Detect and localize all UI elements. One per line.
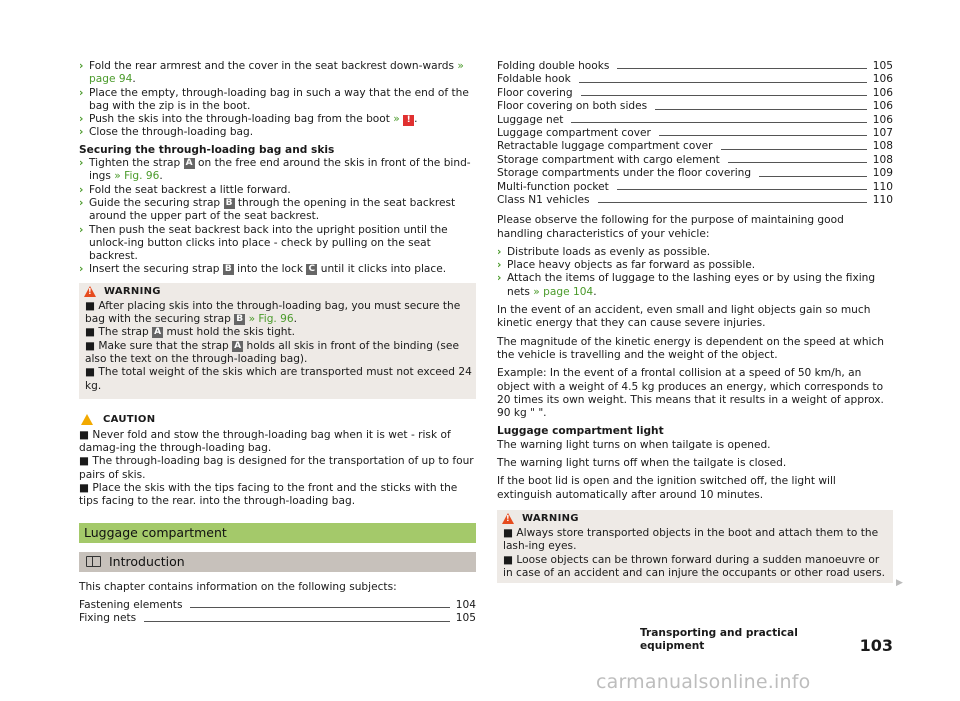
toc-entry[interactable] [79,612,476,625]
strap-a-label: A [184,158,195,169]
warning-item [82,340,473,367]
bullet-icon: ■ [85,366,96,379]
toc-title: Floor covering [497,86,573,99]
bullet-icon: ■ [79,455,90,468]
toc-entry[interactable] [497,167,893,180]
step-text: Place the empty, through-loading bag in such a way that the end of the bag with the zip is in the boot. [89,86,469,112]
toc-page: 106 [872,86,893,99]
intro-title: Introduction [109,553,185,569]
toc-leader [659,135,867,136]
toc-title: Fastening elements [79,599,183,611]
bullet-icon: ■ [85,339,96,352]
step-text: through the opening in the seat backrest around the upper part of the seat backrest. [89,196,456,223]
warning-text: The strap [98,326,153,339]
warning-item [82,326,473,339]
toc-leader [617,189,867,190]
warning-title: WARNING [104,286,161,298]
caution-item [79,455,476,482]
paragraph: If the boot lid is open and the ignition switched off, the light will extinguish automatically after around 10 minutes. [497,475,836,501]
arrow-icon: › [79,126,84,139]
caution-text: Never fold and stow the through-loading bag when it is wet - risk of damag-ing the through-loading bag. [79,428,451,455]
arrow-icon: › [79,223,84,236]
intro-header [79,552,476,572]
step-text: into the lock [233,263,307,276]
toc-leader [144,621,450,622]
caution-item [79,429,476,456]
toc-entry[interactable] [497,114,893,127]
caution-item [79,482,476,509]
warning-link[interactable]: » [393,113,404,126]
warning-triangle-icon [84,286,96,297]
arrow-icon: › [79,183,84,196]
warning-text: holds all skis in front of the binding (see also the text on the through-loading bag). [85,339,459,365]
step-tail: . [414,113,418,126]
step-text: Tighten the strap [89,157,184,170]
strap-b-label: B [223,264,234,275]
step-text: Push the skis into the through-loading bag from the boot [89,113,394,126]
toc-entry[interactable] [497,87,893,100]
page-link[interactable]: » page 104 [533,285,594,298]
strap-a-label: A [232,341,243,352]
toc-leader [579,82,867,83]
bullet-icon: ■ [79,482,90,495]
step-item [497,259,893,272]
caution-text: The through-loading bag is designed for the transportation of up to four pairs of skis. [79,455,474,481]
arrow-icon: › [497,245,502,258]
strap-b-label: B [234,314,245,325]
toc-entry[interactable] [497,127,893,140]
warning-triangle-icon [502,513,514,524]
toc-page: 105 [455,612,476,625]
toc-title: Storage compartments under the floor covering [497,167,752,180]
step-item [79,184,476,197]
warning-text: must hold the skis tight. [163,326,296,339]
toc-title: Luggage net [497,113,564,126]
paragraph: The warning light turns on when tailgate is opened. [497,438,771,451]
warning-item [82,366,473,393]
warning-text: After placing skis into the through-loading bag, you must secure the bag with the securing strap [85,299,461,326]
toc-leader [721,149,867,150]
toc-page: 105 [872,60,893,73]
toc-entry[interactable] [497,194,893,207]
warning-box [497,510,893,583]
paragraph: In the event of an accident, even small and light objects gain so much kinetic energy that they can cause severe injuries. [497,304,871,330]
left-column [79,60,476,626]
arrow-icon: › [79,86,84,99]
step-text: Insert the securing strap [89,263,223,276]
bullet-icon: ■ [503,526,514,539]
toc-page: 107 [872,127,893,140]
step-item [79,87,476,114]
arrow-icon: › [497,272,502,285]
step-item [79,263,476,276]
page-link[interactable]: » page 94 [89,60,464,86]
toc-title: Multi-function pocket [497,180,609,193]
toc-title: Floor covering on both sides [497,100,648,113]
toc-leader [728,162,867,163]
book-icon [86,556,101,567]
footer-section-title: Transporting and practical equipment [640,627,798,653]
warning-box [79,283,476,399]
step-item [79,197,476,224]
continue-arrow-icon: ▶ [896,578,903,588]
toc-entry[interactable] [497,100,893,113]
arrow-icon: › [79,60,84,72]
toc-title: Retractable luggage compartment cover [497,140,713,153]
step-text: Attach the items of luggage to the lashing eyes or by using the fixing nets [507,272,876,298]
warning-text: The total weight of the skis which are transported must not exceed 24 kg. [85,366,472,392]
step-item: › Attach the items of luggage to the lashing eyes or by using the fixing nets » page 104. [497,272,876,298]
paragraph: The magnitude of the kinetic energy is dependent on the speed at which the vehicle is travelling and the weight of the object. [497,335,885,361]
subheading: Securing the through-loading bag and skis [79,143,335,156]
toc-title: Storage compartment with cargo element [497,153,720,166]
toc-entry[interactable] [79,599,476,612]
step-item [79,60,476,87]
toc-entry[interactable] [497,140,893,153]
arrow-icon: › [79,263,84,276]
step-text: Guide the securing strap [89,196,224,209]
toc-list [79,599,476,626]
intro-text: This chapter contains information on the following subjects: [79,580,397,593]
step-item [79,224,476,264]
step-item [79,126,476,139]
step-tail: . [132,73,136,86]
toc-page: 109 [872,167,893,180]
toc-page: 110 [872,180,893,193]
caution-triangle-icon [81,414,93,425]
step-text: until it clicks into place. [317,263,447,276]
toc-title: Luggage compartment cover [497,127,651,140]
subheading: Luggage compartment light [497,425,664,438]
warning-text: Always store transported objects in the boot and attach them to the lash-ing eyes. [503,526,879,553]
toc-list [497,60,893,207]
step-text: Close the through-loading bag. [89,126,254,139]
warning-item [500,554,890,581]
warning-item [500,527,890,554]
strap-b-label: B [224,198,235,209]
toc-page: 110 [872,194,893,206]
step-text: Then push the seat backrest back into the upright position until the unlock-ing button clicks into place - check by pulling on the seat backrest. [89,223,448,263]
figure-link[interactable]: » Fig. 96 [248,313,294,326]
toc-title: Fixing nets [79,612,137,625]
warning-text: Loose objects can be thrown forward during a sudden manoeuvre or in case of an accident and can injure the occupants or other road users. [503,553,886,579]
toc-leader [617,68,866,69]
toc-title: Class N1 vehicles [497,194,590,206]
toc-leader [598,202,867,203]
right-column [497,60,893,583]
toc-leader [581,95,867,96]
step-text: Distribute loads as evenly as possible. [507,245,711,258]
step-text: Fold the seat backrest a little forward. [89,183,291,196]
warning-title: WARNING [522,513,579,525]
step-item [497,246,893,259]
caution-header [79,413,476,427]
figure-link[interactable]: » Fig. 96 [114,170,160,183]
bullet-icon: ■ [79,428,90,441]
step-item [79,113,476,126]
toc-leader [759,176,867,177]
toc-leader [190,607,449,608]
step-text: on the free end around the skis in front of the bind-ings [89,157,471,183]
warning-icon[interactable]: ! [403,115,414,126]
toc-page: 106 [872,73,893,86]
step-text: Fold the rear armrest and the cover in the seat backrest down-wards [89,60,458,72]
step-text: Place heavy objects as far forward as possible. [507,259,756,272]
strap-a-label: A [152,327,163,338]
toc-leader [571,122,866,123]
page-number: 103 [859,635,893,655]
toc-page: 108 [872,153,893,166]
toc-entry[interactable] [497,181,893,194]
paragraph: The warning light turns off when the tailgate is closed. [497,457,787,470]
caution-title: CAUTION [103,414,156,426]
toc-entry[interactable] [497,73,893,86]
toc-leader [655,109,867,110]
toc-title: Folding double hooks [497,60,610,73]
paragraph: Example: In the event of a frontal collision at a speed of 50 km/h, an object with a weight of 4.5 kg produces an energy, which corresponds to 20 times its own weight. This means that it results in a weight of approx. 90 kg " ". [497,367,884,420]
toc-title: Foldable hook [497,73,571,86]
step-item: › Tighten the strap A on the free end around the skis in front of the bind-ings » Fig. 96. [79,157,471,183]
toc-page: 104 [455,599,476,611]
caution-text: Place the skis with the tips facing to the front and the sticks with the tips facing to the rear. into the through-loading bag. [79,482,458,508]
toc-entry[interactable] [497,154,893,167]
lock-c-label: C [306,264,317,275]
watermark: carmanualsonline.info [596,671,811,693]
toc-page: 108 [872,140,893,153]
page-footer [640,627,893,655]
toc-page: 106 [872,100,893,113]
warning-header [500,512,890,526]
arrow-icon: › [79,157,84,170]
warning-text: Make sure that the strap [98,339,233,352]
paragraph: Please observe the following for the purpose of maintaining good handling characteristics of your vehicle: [497,214,844,240]
toc-page: 106 [872,113,893,126]
bullet-icon: ■ [85,299,96,312]
bullet-icon: ■ [85,326,96,339]
warning-item: ■ After placing skis into the through-loading bag, you must secure the bag with the securing strap B » Fig. 96. [85,299,461,326]
arrow-icon: › [497,259,502,272]
warning-header [82,285,473,299]
arrow-icon: › [79,113,84,126]
toc-entry[interactable] [497,60,893,73]
bullet-icon: ■ [503,553,514,566]
arrow-icon: › [79,196,84,209]
section-title: Luggage compartment [79,523,476,543]
